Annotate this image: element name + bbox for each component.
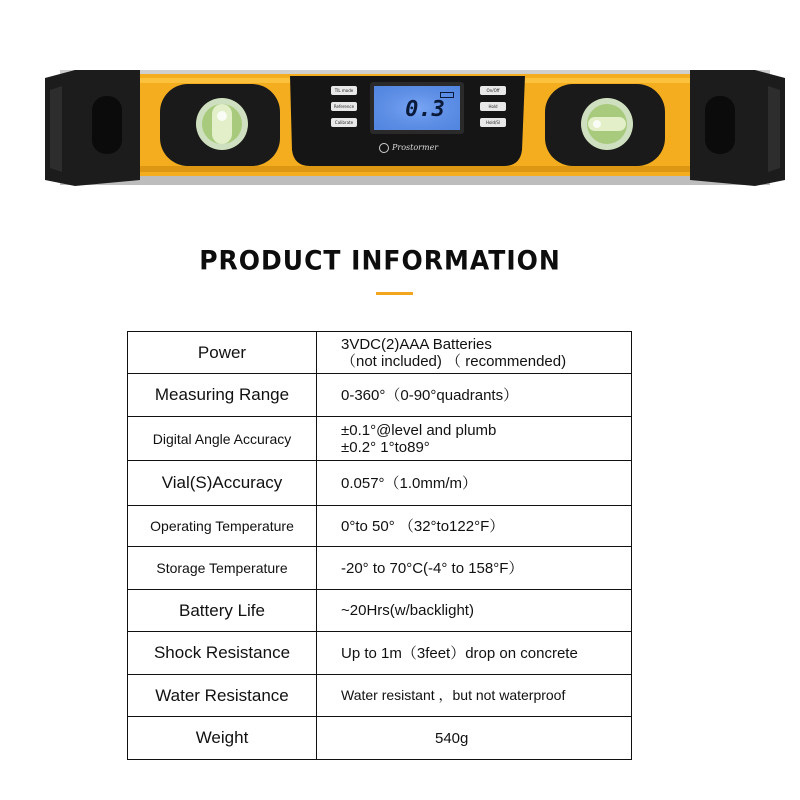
- spec-label: Measuring Range: [128, 374, 317, 417]
- brand-logo-icon: [379, 143, 389, 153]
- spec-value: ~20Hrs(w/backlight): [317, 590, 632, 632]
- tilt-mode-button[interactable]: TIL mode: [331, 86, 357, 95]
- spec-value: 540g: [317, 717, 632, 760]
- lcd-angle-readout: 0.3: [405, 97, 445, 122]
- spec-label: Weight: [128, 717, 317, 760]
- spec-row-battery-life: [128, 590, 632, 632]
- right-hang-hole: [705, 96, 735, 154]
- power-button[interactable]: On/Off: [480, 86, 506, 95]
- spec-row-digital-angle-accuracy: [128, 417, 632, 461]
- spec-row-operating-temperature: [128, 506, 632, 547]
- spec-row-vial-accuracy: [128, 461, 632, 506]
- spec-table: [127, 331, 632, 760]
- reference-button[interactable]: Reference: [331, 102, 357, 111]
- title-accent-divider: [376, 292, 413, 295]
- brand-name: Prostormer: [392, 143, 439, 152]
- spec-value: -20° to 70°C(-4° to 158°F）: [317, 547, 632, 590]
- spec-row-power: [128, 332, 632, 374]
- spec-value-line: ±0.2° 1°to89°: [341, 438, 430, 456]
- spec-label: Power: [128, 332, 317, 374]
- spec-value: 0-360°（0-90°quadrants）: [317, 374, 632, 417]
- spec-value: 0.057°（1.0mm/m）: [317, 461, 632, 506]
- spec-value: [317, 417, 632, 461]
- spec-label: Vial(S)Accuracy: [128, 461, 317, 506]
- spec-value-line: ±0.1°@level and plumb: [341, 421, 497, 439]
- spec-label: Battery Life: [128, 590, 317, 632]
- bottom-rail: [60, 175, 770, 185]
- spec-label: Shock Resistance: [128, 632, 317, 675]
- left-hang-hole: [92, 96, 122, 154]
- spec-value-line: 3VDC(2)AAA Batteries: [341, 335, 492, 353]
- spec-row-measuring-range: [128, 374, 632, 417]
- spec-value: [317, 332, 632, 374]
- spec-value: Up to 1m（3feet）drop on concrete: [317, 632, 632, 675]
- spec-label: Water Resistance: [128, 675, 317, 717]
- hold-sl-button[interactable]: Hold/Sl: [480, 118, 506, 127]
- level-graphic: [0, 0, 800, 200]
- spec-row-water-resistance: [128, 675, 632, 717]
- spec-value: Water resistant ，but not waterproof: [317, 675, 632, 717]
- hold-button[interactable]: Hold: [480, 102, 506, 111]
- spec-row-storage-temperature: [128, 547, 632, 590]
- spec-label: Operating Temperature: [128, 506, 317, 547]
- spec-label: Digital Angle Accuracy: [128, 417, 317, 461]
- calibrate-button[interactable]: Calibrate: [331, 118, 357, 127]
- spec-row-weight: [128, 717, 632, 760]
- lcd-battery-icon: [440, 92, 454, 98]
- spec-value: 0°to 50° （32°to122°F）: [317, 506, 632, 547]
- digital-level-illustration: [0, 0, 800, 200]
- page-title: PRODUCT INFORMATION: [199, 244, 561, 277]
- spec-label: Storage Temperature: [128, 547, 317, 590]
- spec-row-shock-resistance: [128, 632, 632, 675]
- spec-value-line: （not included) （ recommended): [341, 352, 567, 370]
